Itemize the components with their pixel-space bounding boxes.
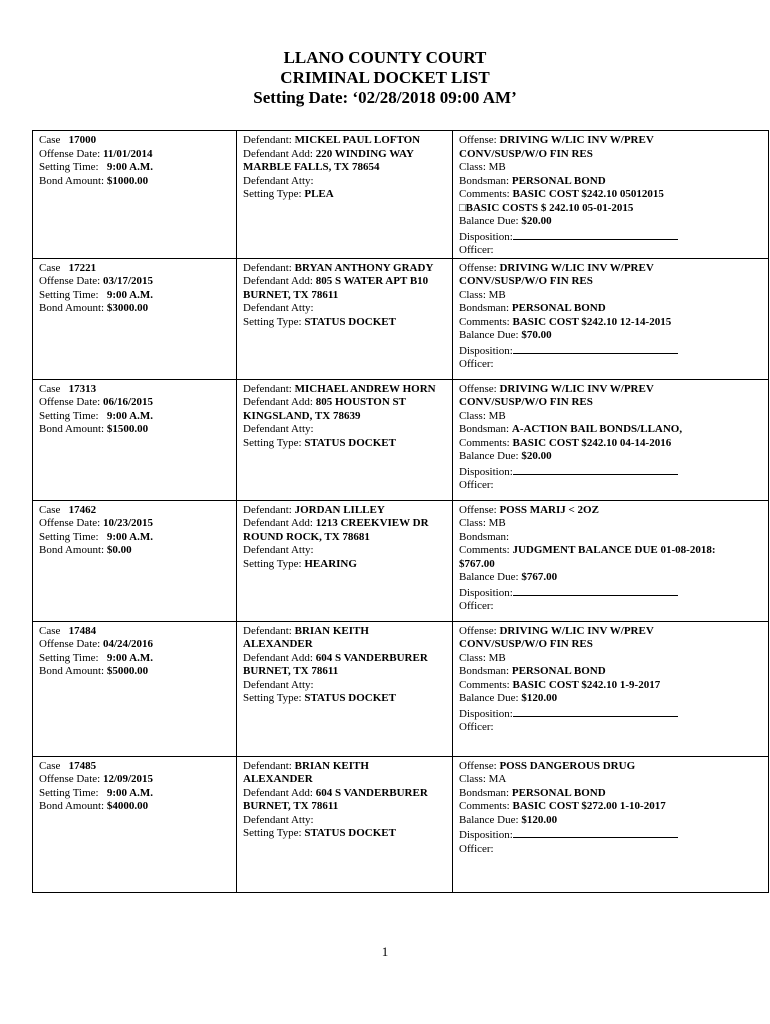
defendant-cell: Defendant: BRIAN KEITH ALEXANDER Defendant Add: 604 S VANDERBURER BURNET, TX 78611 Defendant Atty: Setting Type: STATUS DOCKET [237,621,453,756]
offense-cell: Offense: DRIVING W/LIC INV W/PREV CONV/SUSP/W/O FIN RES Class: MB Bondsman: A-ACTION BAIL BONDS/LLANO, Comments: BASIC COST $242.10 04-14-2016 Balance Due: $20.00 Disposition: Officer: [453,379,769,500]
defendant-cell: Defendant: JORDAN LILLEY Defendant Add: 1213 CREEKVIEW DR ROUND ROCK, TX 78681 Defendant Atty: Setting Type: HEARING [237,500,453,621]
case-number: 17000 [68,134,97,146]
case-cell: Case 17000 Offense Date: 11/01/2014 Setting Time: 9:00 A.M. Bond Amount: $1000.00 [33,131,237,259]
table-row [33,258,769,379]
case-number: 17221 [68,261,97,274]
table-row [33,621,769,756]
disposition-blank [513,585,678,596]
offense-cell: Offense: POSS DANGEROUS DRUG Class: MA Bondsman: PERSONAL BOND Comments: BASIC COST $272.00 1-10-2017 Balance Due: $120.00 Disposition: Officer: [453,756,769,892]
offense-cell: Offense: DRIVING W/LIC INV W/PREV CONV/SUSP/W/O FIN RES Class: MB Bondsman: PERSONAL BOND Comments: BASIC COST $242.10 12-14-2015 Balance Due: $70.00 Disposition: Officer: [453,258,769,379]
table-row [33,500,769,621]
disposition-blank [513,464,678,475]
defendant-name: BRIAN KEITH [294,759,369,772]
disposition-blank [513,343,678,354]
case-cell: Case 17462 Offense Date: 10/23/2015 Setting Time: 9:00 A.M. Bond Amount: $0.00 [33,500,237,621]
table-row [33,131,769,259]
case-cell: Case 17484 Offense Date: 04/24/2016 Setting Time: 9:00 A.M. Bond Amount: $5000.00 [33,621,237,756]
case-number: 17462 [68,503,97,516]
defendant-name: JORDAN LILLEY [294,503,385,516]
disposition-blank [513,229,678,240]
defendant-cell: Defendant: MICHAEL ANDREW HORN Defendant Add: 805 HOUSTON ST KINGSLAND, TX 78639 Defendant Atty: Setting Type: STATUS DOCKET [237,379,453,500]
case-number: 17484 [68,624,97,637]
defendant-name: BRIAN KEITH [294,624,369,637]
defendant-name: BRYAN ANTHONY GRADY [294,261,434,274]
case-number: 17485 [68,759,97,772]
case-number: 17313 [68,382,97,395]
court-name: LLANO COUNTY COURT [283,48,487,67]
page-number: 1 [381,944,389,959]
defendant-cell: Defendant: MICKEL PAUL LOFTON Defendant Add: 220 WINDING WAY MARBLE FALLS, TX 78654 Defendant Atty: Setting Type: PLEA [237,131,453,259]
defendant-name: MICKEL PAUL LOFTON [294,134,421,146]
case-cell: Case 17485 Offense Date: 12/09/2015 Setting Time: 9:00 A.M. Bond Amount: $4000.00 [33,756,237,892]
case-cell: Case 17313 Offense Date: 06/16/2015 Setting Time: 9:00 A.M. Bond Amount: $1500.00 [33,379,237,500]
docket-table [32,130,769,893]
docket-title: CRIMINAL DOCKET LIST [280,68,490,87]
defendant-cell: Defendant: BRYAN ANTHONY GRADY Defendant Add: 805 S WATER APT B10 BURNET, TX 78611 Defendant Atty: Setting Type: STATUS DOCKET [237,258,453,379]
disposition-blank [513,706,678,717]
document-header [0,48,770,108]
case-cell: Case 17221 Offense Date: 03/17/2015 Setting Time: 9:00 A.M. Bond Amount: $3000.00 [33,258,237,379]
table-row [33,756,769,892]
setting-date: Setting Date: ‘02/28/2018 09:00 AM’ [253,88,517,107]
offense-cell: Offense: DRIVING W/LIC INV W/PREV CONV/SUSP/W/O FIN RES Class: MB Bondsman: PERSONAL BOND Comments: BASIC COST $242.10 1-9-2017 Balance Due: $120.00 Disposition: Officer: [453,621,769,756]
defendant-cell: Defendant: BRIAN KEITH ALEXANDER Defendant Add: 604 S VANDERBURER BURNET, TX 78611 Defendant Atty: Setting Type: STATUS DOCKET [237,756,453,892]
offense-cell: Offense: DRIVING W/LIC INV W/PREV CONV/SUSP/W/O FIN RES Class: MB Bondsman: PERSONAL BOND Comments: BASIC COST $242.10 05012015 □BASIC COSTS $ 242.10 05-01-2015 Balance Due: $20.00 Disposition: Officer: [453,131,769,259]
table-row [33,379,769,500]
offense-cell: Offense: POSS MARIJ < 2OZ Class: MB Bondsman: Comments: JUDGMENT BALANCE DUE 01-08-2018: $767.00 Balance Due: $767.00 Disposition: Officer: [453,500,769,621]
defendant-name: MICHAEL ANDREW HORN [294,382,436,395]
disposition-blank [513,827,678,838]
